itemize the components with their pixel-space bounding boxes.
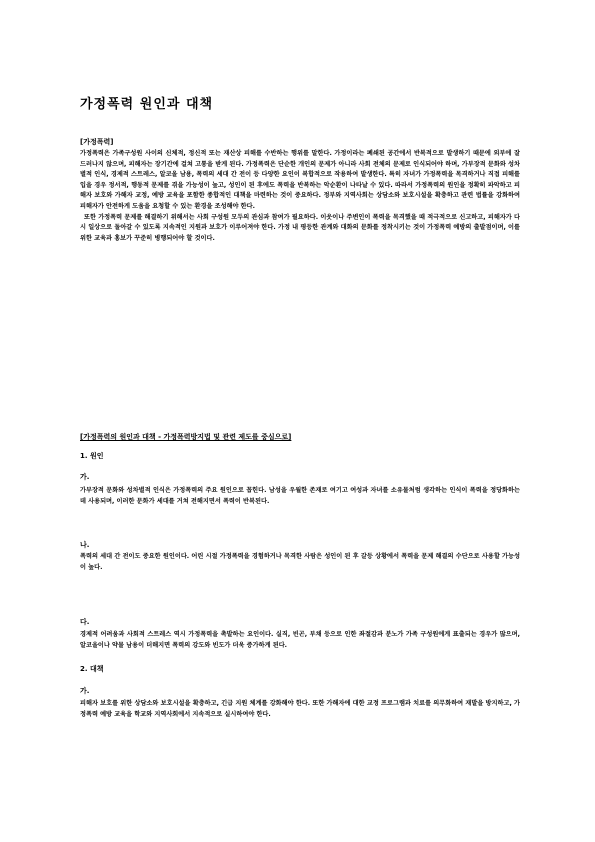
item-label-2: 나. (80, 541, 90, 549)
measure-label-1: 가. (80, 687, 90, 695)
item-text-2: 폭력의 세대 간 전이도 중요한 원인이다. 어린 시절 가정폭력을 경험하거나 목격한 사람은 성인이 된 후 갈등 상황에서 폭력을 문제 해결의 수단으로 사용할 가능성이 높다. (80, 553, 520, 571)
section-subheading-measures: 2. 대책 (80, 665, 104, 673)
item-label-3: 다. (80, 618, 90, 626)
intro-body (80, 149, 520, 385)
intro-heading: [가정폭력] (80, 138, 114, 146)
item-label-1: 가. (80, 473, 90, 481)
item-text-1: 가부장적 문화와 성차별적 인식은 가정폭력의 주요 원인으로 꼽힌다. 남성을 우월한 존재로 여기고 여성과 자녀를 소유물처럼 생각하는 인식이 폭력을 정당화하는 데 사용되며, 이러한 문화가 세대를 거쳐 전해지면서 폭력이 반복된다. (80, 487, 520, 505)
intro-paragraph-2: 또한 가정폭력 문제를 해결하기 위해서는 사회 구성원 모두의 관심과 참여가 필요하다. 이웃이나 주변인이 폭력을 목격했을 때 적극적으로 신고하고, 피해자가 다시 일상으로 돌아갈 수 있도록 지속적인 지원과 보호가 이루어져야 한다. 가정 내 평등한 관계와 대화의 문화를 정착시키는 것이 가정폭력 예방의 출발점이며, 이를 위한 교육과 홍보가 꾸준히 병행되어야 할 것이다. (80, 213, 520, 242)
section-subheading-causes: 1. 원인 (80, 452, 104, 460)
measure-text-1: 피해자 보호를 위한 상담소와 보호시설을 확충하고, 긴급 지원 체계를 강화해야 한다. 또한 가해자에 대한 교정 프로그램과 치료를 의무화하여 재발을 방지하고, 가정폭력 예방 교육을 학교와 지역사회에서 지속적으로 실시하여야 한다. (80, 700, 520, 718)
intro-paragraph-1: 가정폭력은 가족구성원 사이의 신체적, 정신적 또는 재산상 피해를 수반하는 행위를 말한다. 가정이라는 폐쇄된 공간에서 반복적으로 발생하기 때문에 외부에 잘 드러나지 않으며, 피해자는 장기간에 걸쳐 고통을 받게 된다. 가정폭력은 단순한 개인의 문제가 아니라 사회 전체의 문제로 인식되어야 하며, 가부장적 문화와 성차별적 인식, 경제적 스트레스, 알코올 남용, 폭력의 세대 간 전이 등 다양한 요인이 복합적으로 작용하여 발생한다. 특히 자녀가 가정폭력을 목격하거나 직접 피해를 입을 경우 정서적, 행동적 문제를 겪을 가능성이 높고, 성인이 된 후에도 폭력을 반복하는 악순환이 나타날 수 있다. 따라서 가정폭력의 원인을 정확히 파악하고 피해자 보호와 가해자 교정, 예방 교육을 포함한 종합적인 대책을 마련하는 것이 중요하다. 정부와 지역사회는 상담소와 보호시설을 확충하고 관련 법률을 강화하여 피해자가 안전하게 도움을 요청할 수 있는 환경을 조성해야 한다. (80, 150, 520, 210)
document-title: 가정폭력 원인과 대책 (80, 97, 214, 112)
item-text-3: 경제적 어려움과 사회적 스트레스 역시 가정폭력을 촉발하는 요인이다. 실직, 빈곤, 부채 등으로 인한 좌절감과 분노가 가족 구성원에게 표출되는 경우가 많으며, 알코올이나 약물 남용이 더해지면 폭력의 강도와 빈도가 더욱 증가하게 된다. (80, 631, 520, 649)
section-heading: [가정폭력의 원인과 대책 - 가정폭력방지법 및 관련 제도를 중심으로] (80, 433, 292, 441)
